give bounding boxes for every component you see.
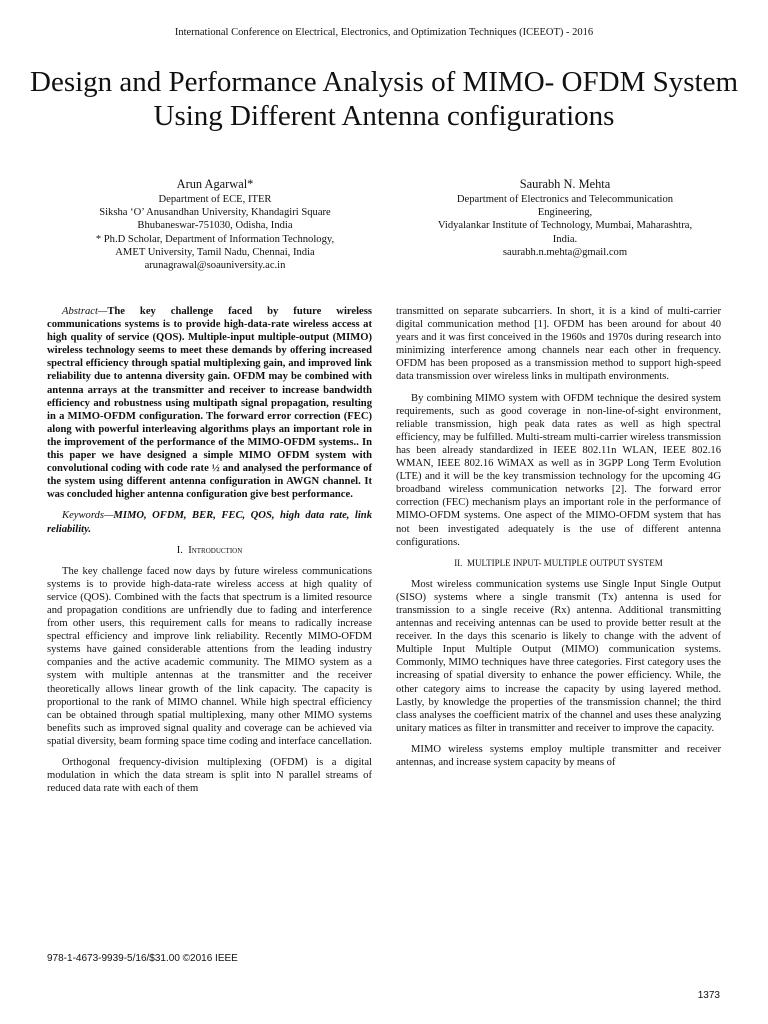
abstract-label: Abstract— <box>62 306 108 317</box>
body-paragraph: By combining MIMO system with OFDM technique the desired system requirements, such as good coverage in non-line-of-sight environment, reliable transmission, high peak data rates as well as high spectral efficiency, may be fulfilled. Multi-stream multi-carrier wireless transmission has been already standardized in IEEE 802.11n WLAN, IEEE 802.16 WMAN, IEEE 802.16 WiMAX as well as in 3GPP Long Term Evolution (LTE) and it will be the key transmission technology for the upcoming 4G broadband wireless communication networks [2]. The forward error correction (FEC) mechanism plays an important role in the performance of MIMO-OFDM systems. One aspect of the MIMO-OFDM system that has not been investigated adequately is the use of different antenna configurations. <box>396 392 721 548</box>
body-paragraph: Most wireless communication systems use Single Input Single Output (SISO) systems where a single transmit (Tx) antenna is used for transmission to a single receive (Rx) antenna. Additional transmitting antennas and receiving antennas can be used to provide better result at the receiver. In the days this scenario is likely to change with the advent of Multiple Input Multiple Output (MIMO) communication systems. Commonly, MIMO techniques have three categories. First category uses the increasing of spatial diversity to enhance the power efficiency. While, the other category aims to increase the capacity by using layered method. Lastly, by knowledge the properties of the transmission channel; the third class analyses the coefficient matrix of the channel and uses these analyzing unitary matices as filter in transmitter and receiver to improve the capacity. <box>396 578 721 734</box>
section-title: MULTIPLE INPUT- MULTIPLE OUTPUT SYSTEM <box>466 557 663 568</box>
section-number: I. <box>176 544 183 556</box>
keywords <box>47 509 372 535</box>
author-block-2 <box>400 175 730 259</box>
keywords-text: MIMO, OFDM, BER, FEC, QOS, high data rate, link reliability. <box>47 510 372 535</box>
section-heading-mimo <box>396 557 721 570</box>
section-number: II. <box>454 557 463 568</box>
section-title: Introduction <box>188 544 243 556</box>
right-column <box>396 305 721 777</box>
body-paragraph: MIMO wireless systems employ multiple transmitter and receiver antennas, and increase system capacity by means of <box>396 743 721 768</box>
copyright-footer: 978-1-4673-9939-5/16/$31.00 ©2016 IEEE <box>47 953 238 964</box>
author-email: arunagrawal@soauniversity.ac.in <box>144 260 286 272</box>
paper-title: Design and Performance Analysis of MIMO- OFDM System Using Different Antenna configurations <box>30 66 739 132</box>
body-paragraph: transmitted on separate subcarriers. In short, it is a kind of multi-carrier digital communication method [1]. OFDM has been around for about 40 years and it was first conceived in the 1960s and 1970s during research into minimizing interference among channels near each other in frequency. OFDM has been proposed as a transmission method to support high-speed data transmission over wireless links in multipath environments. <box>396 306 721 383</box>
abstract <box>47 305 372 501</box>
author-affiliation-line: India. <box>552 233 578 245</box>
page-number: 1373 <box>697 990 720 1001</box>
author-affiliation-line: Vidyalankar Institute of Technology, Mumbai, Maharashtra, <box>437 220 693 232</box>
keywords-label: Keywords— <box>62 510 114 522</box>
author-name: Arun Agarwal* <box>176 177 254 191</box>
author-affiliation-line: Department of ECE, ITER <box>158 194 272 205</box>
author-affiliation-line: Siksha ‘O’ Anusandhan University, Khandagiri Square <box>99 207 331 219</box>
author-block-1 <box>40 175 390 272</box>
body-paragraph: The key challenge faced now days by future wireless communications systems is to provide high-data-rate wireless access at high quality of service (QOS). Combined with the facts that spectrum is a limited resource and propagation conditions are unfriendly due to fading and interference from other users, this requirement calls for means to radically increase spectral efficiency and improve link reliability. Recently MIMO-OFDM systems have gained considerable attentions from the leading industry companies and the active academic community. The MIMO system as a system with multiple antennas at the transmitter and the receiver theoretically allows linear growth of the link capacity. The capacity is proportional to the rank of MIMO channel. While high spectral efficiency can be obtained through spatial multiplexing, many other MIMO systems benefits such as improved signal quality and coverage can be achieved via spatial diversity, beam forming space time coding and interface cancellation. <box>47 565 372 747</box>
author-affiliation-line: Department of Electronics and Telecommunication <box>456 194 674 205</box>
body-paragraph: Orthogonal frequency-division multiplexing (OFDM) is a digital modulation in which the data stream is split into N parallel streams of reduced data rate with each of them <box>47 757 372 795</box>
author-affiliation-line: Engineering, <box>537 207 593 219</box>
author-affiliation-line: AMET University, Tamil Nadu, Chennai, India <box>115 246 315 258</box>
author-email: saurabh.n.mehta@gmail.com <box>502 246 628 258</box>
author-affiliation-line: * Ph.D Scholar, Department of Information Technology, <box>95 233 335 245</box>
abstract-text: The key challenge faced by future wireless communications systems is to provide high-data-rate wireless access at high quality of service (QOS). Multiple-input multiple-output (MIMO) wireless technology seems to meet these demands by offering increased spectral efficiency through spatial multiplexing gain, and improved link reliability due to antenna diversity gain. OFDM may be combined with antenna arrays at the transmitter and receiver to increase bandwidth efficiency and robustness using multipath signal propagation, resulting in a MIMO-OFDM configuration. The forward error correction (FEC) along with powerful interleaving algorithms plays an important role in the improvement of the performance of the MIMO-OFDM systems.. In this paper we have designed a simple MIMO OFDM system with convolutional coding with code rate ½ and analysed the performance of the system using different antenna configuration in AWGN channel. It was concluded higher antenna configuration give best performance. <box>47 306 372 501</box>
left-column <box>47 305 372 803</box>
author-name: Saurabh N. Mehta <box>519 177 611 191</box>
section-heading-introduction <box>47 544 372 557</box>
author-affiliation-line: Bhubaneswar-751030, Odisha, India <box>137 220 293 232</box>
conference-header: International Conference on Electrical, Electronics, and Optimization Techniques (ICEEOT) - 2016 <box>174 27 594 38</box>
